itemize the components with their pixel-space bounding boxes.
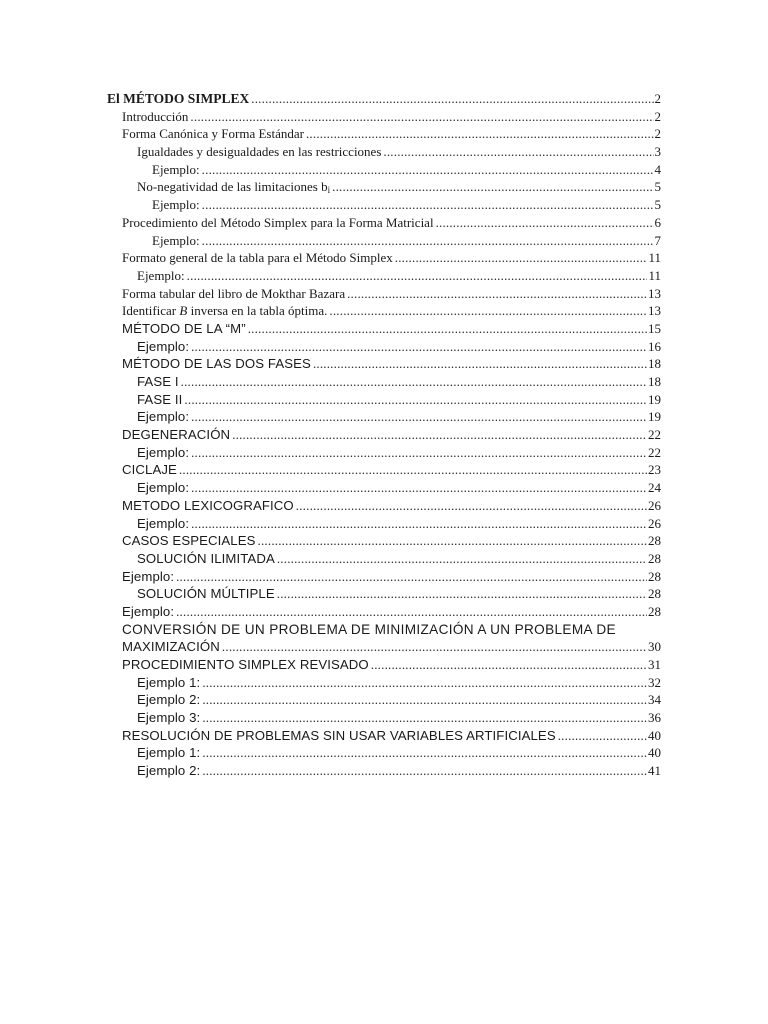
toc-entry-label: FASE II <box>137 391 183 407</box>
toc-leader-dots <box>329 302 647 320</box>
toc-entry <box>137 709 661 727</box>
toc-entry-page: 13 <box>648 285 661 301</box>
toc-entry-page: 24 <box>648 480 661 496</box>
toc-entry-page: 28 <box>648 533 661 549</box>
toc-entry <box>152 232 661 250</box>
toc-entry-label: PROCEDIMIENTO SIMPLEX REVISADO <box>122 657 369 672</box>
toc-entry <box>122 497 661 515</box>
toc-entry <box>137 391 661 409</box>
toc-entry <box>137 408 661 426</box>
toc-entry <box>122 320 661 338</box>
toc-entry <box>137 585 661 603</box>
toc-entry-page: 19 <box>648 409 661 425</box>
toc-entry-page: 11 <box>648 267 661 283</box>
toc-entry-page: 26 <box>648 515 661 531</box>
toc-leader-dots <box>202 691 647 709</box>
toc-entry <box>122 214 661 232</box>
toc-entry <box>137 178 661 196</box>
toc-leader-dots <box>395 249 648 267</box>
toc-entry-page: 7 <box>654 232 661 248</box>
toc-entry-page: 28 <box>648 550 661 566</box>
toc-leader-dots <box>191 515 647 533</box>
toc-leader-dots <box>251 90 653 108</box>
toc-leader-dots <box>176 603 647 621</box>
toc-leader-dots <box>179 461 647 479</box>
toc-entry-label: Ejemplo: <box>122 568 175 584</box>
toc-entry-page: 34 <box>648 692 661 708</box>
toc-leader-dots <box>277 550 647 568</box>
toc-entry-label: Ejemplo 2: <box>137 763 201 779</box>
toc-entry-page: 40 <box>648 745 661 761</box>
toc-entry-label: FASE I <box>137 374 179 389</box>
toc-entry-page: 5 <box>654 179 661 195</box>
toc-entry-page: 28 <box>648 586 661 602</box>
toc-entry-label: Ejemplo 1: <box>137 745 201 761</box>
toc-entry <box>122 426 661 444</box>
toc-entry-label: METODO LEXICOGRAFICO <box>122 497 294 513</box>
toc-entry-label: CASOS ESPECIALES <box>122 533 256 549</box>
toc-entry-label: MÉTODO DE LAS DOS FASES <box>122 356 311 372</box>
toc-entry-page: 11 <box>648 250 661 266</box>
toc-entry-page: 6 <box>654 214 661 230</box>
toc-entry-label-pre: Identificar <box>122 303 180 319</box>
toc-entry-label-main: No-negatividad de las limitaciones b <box>137 179 328 195</box>
toc-entry <box>137 762 661 780</box>
toc-leader-dots <box>202 232 654 250</box>
toc-leader-dots <box>232 426 647 444</box>
toc-entry-label: Ejemplo 1: <box>137 674 201 690</box>
toc-entry-label <box>122 302 328 320</box>
toc-leader-dots <box>222 638 647 656</box>
toc-entry <box>137 267 661 285</box>
toc-entry <box>137 744 661 762</box>
toc-entry <box>137 373 661 391</box>
toc-leader-dots <box>202 709 647 727</box>
toc-entry-page: 30 <box>648 639 661 655</box>
toc-leader-dots <box>277 585 647 603</box>
toc-entry-page: 22 <box>648 444 661 460</box>
toc-leader-dots <box>258 532 647 550</box>
toc-entry <box>122 603 661 621</box>
toc-entry-label-line1: CONVERSIÓN DE UN PROBLEMA DE MINIMIZACIÓN A UN PROBLEMA DE <box>122 621 616 637</box>
toc-entry-label-post: inversa en la tabla óptima. <box>187 303 328 319</box>
toc-entry <box>122 125 661 143</box>
toc-entry-page: 3 <box>654 144 661 160</box>
toc-leader-dots <box>202 161 654 179</box>
toc-entry <box>137 674 661 692</box>
toc-entry-label: SOLUCIÓN ILIMITADA <box>137 550 275 566</box>
toc-leader-dots <box>306 125 654 143</box>
toc-entry-label: DEGENERACIÓN <box>122 427 231 443</box>
toc-entry-page: 2 <box>654 126 661 142</box>
toc-entry <box>137 479 661 497</box>
toc-entry-page: 2 <box>654 108 661 124</box>
toc-leader-dots <box>332 178 653 196</box>
toc-leader-dots <box>347 285 647 303</box>
toc-entry <box>122 656 661 674</box>
toc-leader-dots <box>202 762 647 780</box>
toc-entry-page: 15 <box>648 320 661 336</box>
toc-entry <box>137 550 661 568</box>
toc-leader-dots <box>190 108 653 126</box>
toc-entry-label: Ejemplo 2: <box>137 692 201 708</box>
toc-entry-page: 18 <box>648 374 661 389</box>
toc-entry <box>122 727 661 745</box>
toc-entry <box>137 691 661 709</box>
toc-leader-dots <box>248 320 647 338</box>
toc-entry-label: Forma tabular del libro de Mokthar Bazara <box>122 285 346 301</box>
toc-entry <box>122 355 661 373</box>
toc-leader-dots <box>191 408 647 426</box>
toc-leader-dots <box>202 196 654 214</box>
toc-entry-label: Ejemplo: <box>152 161 200 177</box>
toc-leader-dots <box>383 143 653 161</box>
toc-entry-page: 28 <box>648 568 661 584</box>
toc-leader-dots <box>296 497 647 515</box>
toc-entry <box>122 285 661 303</box>
toc-entry-page: 4 <box>654 161 661 177</box>
toc-entry-page: 2 <box>654 91 661 106</box>
toc-entry <box>152 196 661 214</box>
toc-entry <box>137 444 661 462</box>
toc-entry <box>137 338 661 356</box>
toc-entry-label: MÉTODO DE LA “M” <box>122 320 246 336</box>
toc-leader-dots <box>191 444 647 462</box>
toc-leader-dots <box>371 656 647 674</box>
toc-leader-dots <box>202 744 647 762</box>
toc-leader-dots <box>191 338 647 356</box>
toc-entry-page: 36 <box>648 710 661 726</box>
toc-entry <box>122 638 661 656</box>
toc-entry <box>152 161 661 179</box>
toc-leader-dots <box>184 391 647 409</box>
toc-entry-label-variable: B <box>179 303 188 319</box>
toc-leader-dots <box>181 373 647 391</box>
toc-leader-dots <box>202 674 647 692</box>
toc-leader-dots <box>436 214 654 232</box>
toc-entry-label: Ejemplo: <box>137 444 190 460</box>
toc-entry-page: 26 <box>648 497 661 513</box>
toc-entry-page: 5 <box>654 197 661 213</box>
toc-entry-label: Ejemplo: <box>137 515 190 531</box>
toc-entry-page: 31 <box>648 657 661 672</box>
toc-entry-page: 16 <box>648 338 661 354</box>
toc-entry-label-subscript: i <box>327 185 331 196</box>
toc-entry-page: 23 <box>648 462 661 478</box>
toc-entry-label: Ejemplo: <box>137 480 190 496</box>
toc-leader-dots <box>191 479 647 497</box>
toc-entry <box>122 532 661 550</box>
toc-entry-page: 28 <box>648 603 661 619</box>
toc-entry <box>122 461 661 479</box>
table-of-contents <box>0 90 768 780</box>
toc-entry-label: CICLAJE <box>122 462 177 478</box>
toc-entry-label: Ejemplo: <box>137 409 190 425</box>
toc-entry-label: Forma Canónica y Forma Estándar <box>122 126 304 142</box>
toc-entry-label: Ejemplo: <box>122 603 175 619</box>
toc-entry <box>122 568 661 586</box>
toc-entry <box>122 302 661 320</box>
toc-entry-label: SOLUCIÓN MÚLTIPLE <box>137 586 275 602</box>
toc-entry-page: 13 <box>648 303 661 319</box>
toc-entry-label: Formato general de la tabla para el Método Simplex <box>122 250 393 266</box>
toc-leader-dots <box>558 727 647 745</box>
toc-entry-label: Introducción <box>122 108 189 124</box>
toc-entry <box>137 143 661 161</box>
toc-entry-label: Ejemplo: <box>152 197 200 213</box>
toc-entry <box>137 515 661 533</box>
toc-entry-label: El MÉTODO SIMPLEX <box>107 91 250 106</box>
toc-entry-page: 40 <box>648 727 661 743</box>
toc-entry <box>122 108 661 126</box>
toc-entry-page: 22 <box>648 427 661 443</box>
toc-entry-label: Ejemplo 3: <box>137 710 201 726</box>
toc-leader-dots <box>313 355 647 373</box>
toc-entry <box>107 90 661 108</box>
toc-entry-label: Ejemplo: <box>137 338 190 354</box>
toc-entry-label: RESOLUCIÓN DE PROBLEMAS SIN USAR VARIABLES ARTIFICIALES <box>122 727 556 743</box>
toc-entry-page: 41 <box>648 763 661 779</box>
toc-leader-dots <box>187 267 648 285</box>
toc-entry-label: Igualdades y desigualdades en las restricciones <box>137 144 382 160</box>
toc-leader-dots <box>176 568 647 586</box>
toc-entry-label: Ejemplo: <box>152 232 200 248</box>
toc-entry <box>122 249 661 267</box>
toc-entry-page: 19 <box>648 391 661 407</box>
toc-entry-page: 32 <box>648 674 661 690</box>
toc-entry-label: Ejemplo: <box>137 267 185 283</box>
toc-entry-page: 18 <box>648 356 661 372</box>
toc-entry-label-line2: MAXIMIZACIÓN <box>122 639 220 655</box>
toc-entry-label: Procedimiento del Método Simplex para la Forma Matricial <box>122 214 434 230</box>
